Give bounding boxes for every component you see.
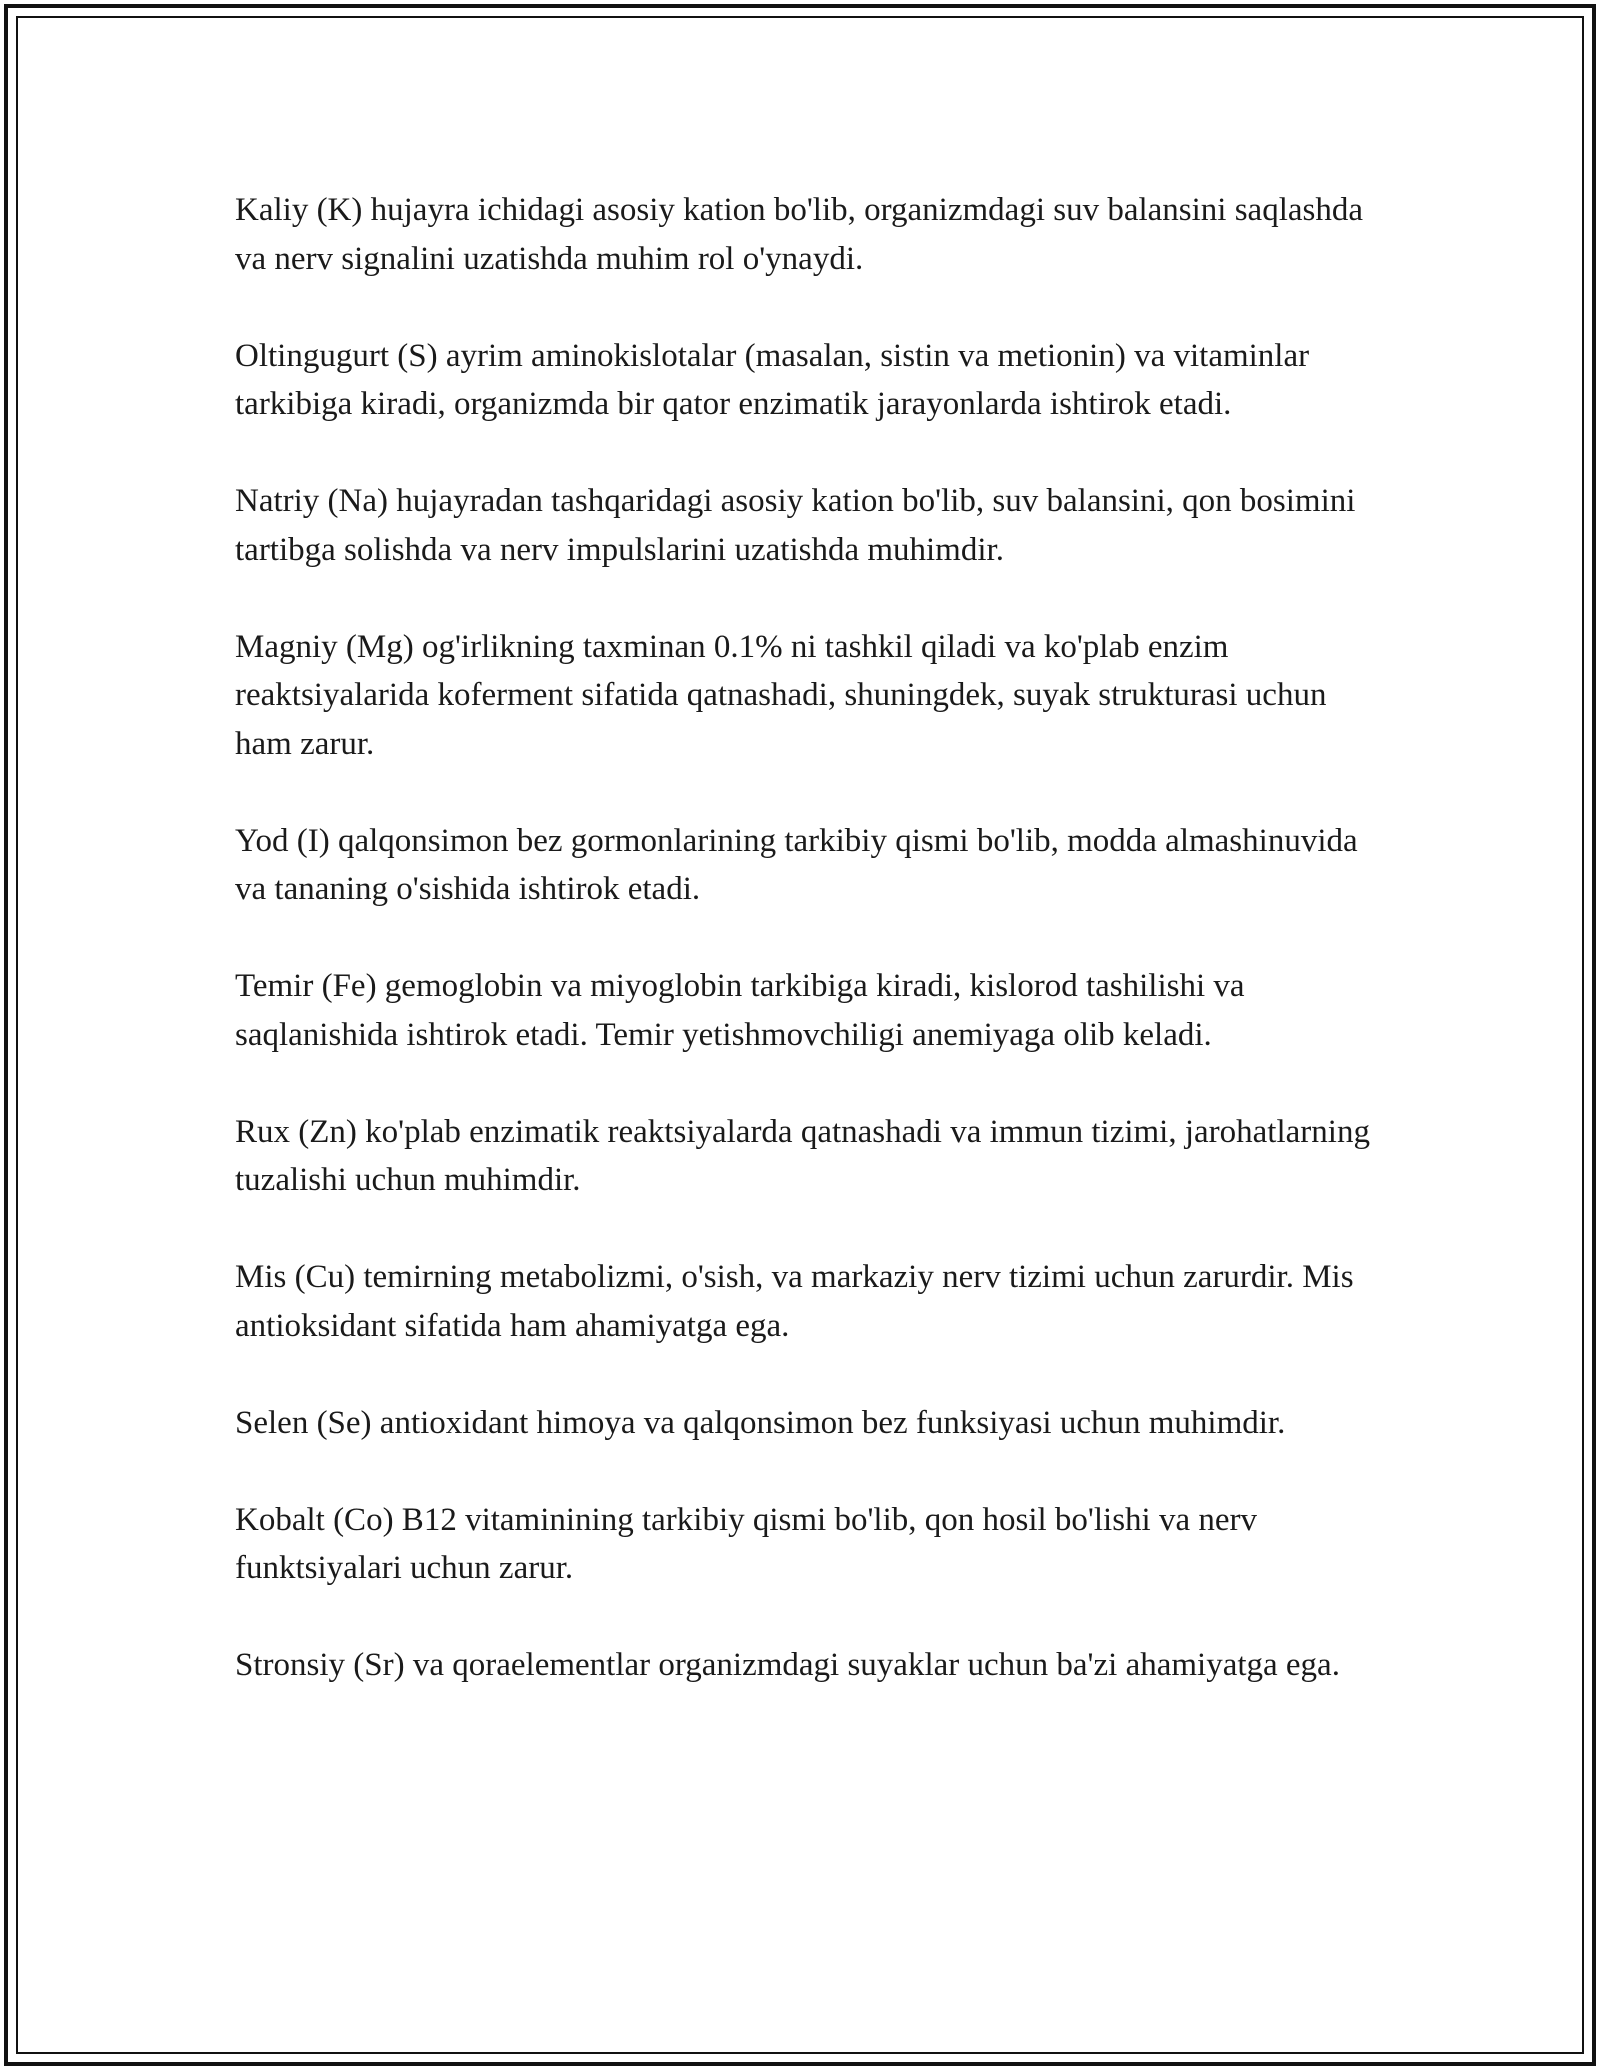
paragraph-copper: Mis (Cu) temirning metabolizmi, o'sish, va markaziy nerv tizimi uchun zarurdir. Mis antioksidant sifatida ham ahamiyatga ega. bbox=[235, 1259, 1354, 1344]
paragraph-cobalt: Kobalt (Co) B12 vitaminining tarkibiy qismi bo'lib, qon hosil bo'lishi va nerv funktsiyalari uchun zarur. bbox=[235, 1501, 1258, 1586]
paragraph-iodine: Yod (I) qalqonsimon bez gormonlarining tarkibiy qismi bo'lib, modda almashinuvida va tananing o'sishida ishtirok etadi. bbox=[235, 822, 1358, 907]
document-body bbox=[235, 186, 1375, 1738]
paragraph-potassium: Kaliy (K) hujayra ichidagi asosiy kation bo'lib, organizmdagi suv balansini saqlashda va nerv signalini uzatishda muhim rol o'ynaydi. bbox=[235, 192, 1364, 277]
paragraph-iron: Temir (Fe) gemoglobin va miyoglobin tarkibiga kiradi, kislorod tashilishi va saqlanishida ishtirok etadi. Temir yetishmovchiligi anemiyaga olib keladi. bbox=[235, 968, 1245, 1053]
paragraph-sodium: Natriy (Na) hujayradan tashqaridagi asosiy kation bo'lib, suv balansini, qon bosimini tartibga solishda va nerv impulslarini uzatishda muhimdir. bbox=[235, 483, 1356, 568]
paragraph-magnesium: Magniy (Mg) og'irlikning taxminan 0.1% ni tashkil qiladi va ko'plab enzim reaktsiyalarida koferment sifatida qatnashadi, shuningdek, suyak strukturasi uchun ham zarur. bbox=[235, 628, 1327, 762]
paragraph-strontium: Stronsiy (Sr) va qoraelementlar organizmdagi suyaklar uchun ba'zi ahamiyatga ega. bbox=[235, 1647, 1340, 1683]
paragraph-selenium: Selen (Se) antioxidant himoya va qalqonsimon bez funksiyasi uchun muhimdir. bbox=[235, 1404, 1286, 1441]
paragraph-zinc: Rux (Zn) ko'plab enzimatik reaktsiyalarda qatnashadi va immun tizimi, jarohatlarning tuzalishi uchun muhimdir. bbox=[235, 1113, 1370, 1198]
paragraph-sulfur: Oltingugurt (S) ayrim aminokislotalar (masalan, sistin va metionin) va vitaminlar tarkibiga kiradi, organizmda bir qator enzimatik jarayonlarda ishtirok etadi. bbox=[235, 337, 1310, 422]
